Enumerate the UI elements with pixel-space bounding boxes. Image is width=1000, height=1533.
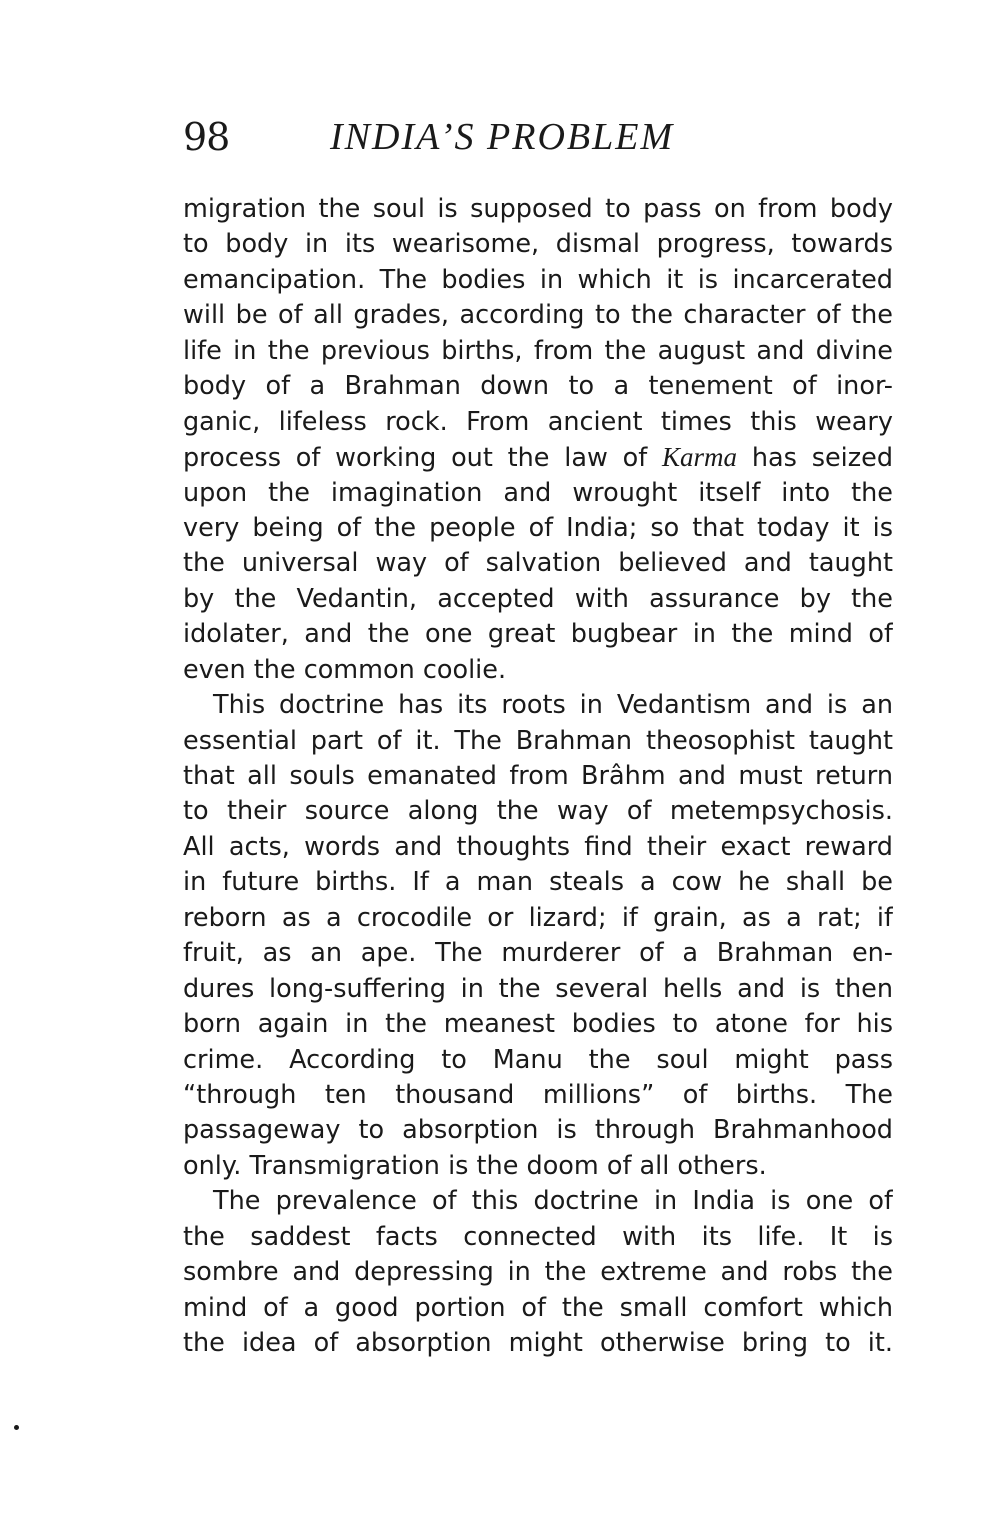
text-line: that all souls emanated from Brâhm and must return xyxy=(183,761,893,791)
text-line: to body in its wearisome, dismal progress, towards xyxy=(183,229,893,260)
text-line: will be of all grades, according to the character of the xyxy=(183,300,893,331)
text-line: mind of a good portion of the small comfort which xyxy=(183,1292,893,1323)
text-line: by the Vedantin, accepted with assurance by the xyxy=(183,583,893,614)
text-line: This doctrine has its roots in Vedantism and is an xyxy=(213,690,893,721)
line-start: process of working out the law of xyxy=(183,443,648,474)
ink-speck xyxy=(14,1425,19,1430)
text-line-with-italic xyxy=(183,440,893,475)
text-line: the idea of absorption might otherwise bring to it. xyxy=(183,1328,893,1358)
text-line: in future births. If a man steals a cow he shall be xyxy=(183,867,893,898)
text-line: the saddest facts connected with its life. It is xyxy=(183,1221,893,1252)
text-line: “through ten thousand millions” of births. The xyxy=(183,1079,893,1110)
running-title: INDIA’S PROBLEM xyxy=(330,116,675,158)
line-end: has seized xyxy=(751,443,893,474)
text-line: fruit, as an ape. The murderer of a Brahman en- xyxy=(183,938,893,969)
body-text xyxy=(183,192,893,1361)
text-line: body of a Brahman down to a tenement of inor- xyxy=(183,371,893,402)
text-line: passageway to absorption is through Brahmanhood xyxy=(183,1115,893,1146)
text-line: life in the previous births, from the august and divine xyxy=(183,335,893,366)
text-line: to their source along the way of metempsychosis. xyxy=(183,796,893,827)
text-line: the universal way of salvation believed and taught xyxy=(183,548,893,579)
italic-term: Karma xyxy=(662,442,738,473)
text-line: even the common coolie. xyxy=(183,654,507,685)
text-line: only. Transmigration is the doom of all others. xyxy=(183,1150,767,1181)
text-line: dures long-suffering in the several hells and is then xyxy=(183,973,893,1004)
text-line: idolater, and the one great bugbear in the mind of xyxy=(183,619,893,650)
text-line: ganic, lifeless rock. From ancient times this weary xyxy=(183,406,893,437)
text-line: sombre and depressing in the extreme and robs the xyxy=(183,1257,893,1288)
text-line: upon the imagination and wrought itself into the xyxy=(183,477,893,508)
paragraph-1 xyxy=(183,192,893,688)
text-line: All acts, words and thoughts find their exact reward xyxy=(183,831,893,862)
text-line: The prevalence of this doctrine in India is one of xyxy=(213,1186,893,1217)
text-line: very being of the people of India; so that today it is xyxy=(183,512,893,543)
text-line: born again in the meanest bodies to atone for his xyxy=(183,1009,893,1040)
text-line: migration the soul is supposed to pass on from body xyxy=(183,194,893,224)
page-header xyxy=(183,112,893,162)
text-line: reborn as a crocodile or lizard; if grain, as a rat; if xyxy=(183,902,893,933)
text-line: essential part of it. The Brahman theosophist taught xyxy=(183,725,893,756)
paragraph-3 xyxy=(183,1184,893,1361)
paragraph-2 xyxy=(183,688,893,1184)
text-line: crime. According to Manu the soul might pass xyxy=(183,1044,893,1075)
text-line: emancipation. The bodies in which it is incarcerated xyxy=(183,264,893,295)
page-number: 98 xyxy=(183,115,230,159)
